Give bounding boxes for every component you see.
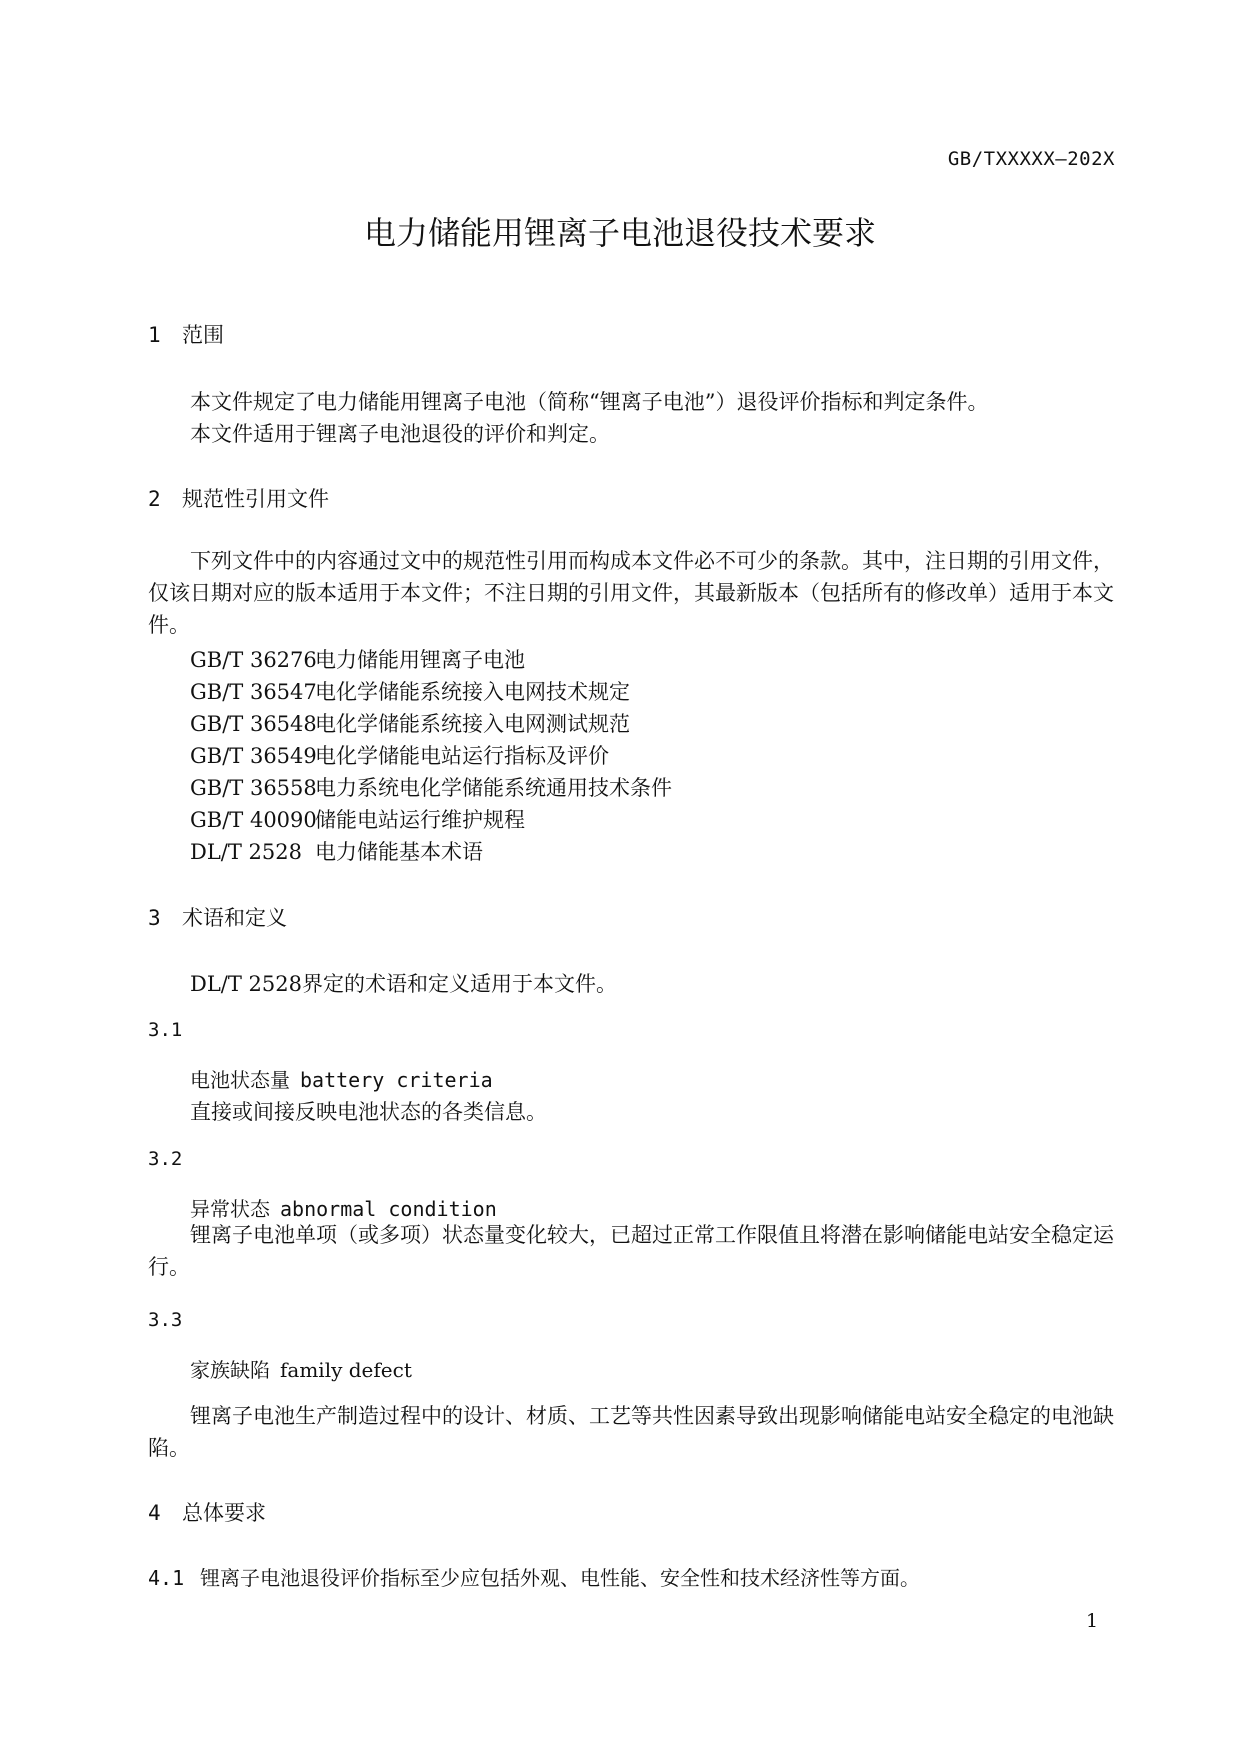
section-4-heading: 4 总体要求	[148, 1501, 266, 1525]
reference-item: GB/T 36558电力系统电化学储能系统通用技术条件	[190, 776, 672, 800]
section-2-intro: 下列文件中的内容通过文中的规范性引用而构成本文件必不可少的条款。其中，注日期的引用文件，仅该日期对应的版本适用于本文件；不注日期的引用文件，其最新版本（包括所有的修改单）适用于本文件。	[148, 549, 1114, 637]
term-definition: 直接或间接反映电池状态的各类信息。	[190, 1100, 547, 1124]
reference-item: GB/T 36276电力储能用锂离子电池	[190, 648, 525, 672]
term-definition: 锂离子电池生产制造过程中的设计、材质、工艺等共性因素导致出现影响储能电站安全稳定的电池缺陷。	[148, 1404, 1114, 1460]
term-heading: 电池状态量 battery criteria	[190, 1068, 493, 1092]
term-number: 3.3	[148, 1309, 183, 1331]
reference-item: GB/T 36548电化学储能系统接入电网测试规范	[190, 712, 630, 736]
section-1-paragraph-1: 本文件规定了电力储能用锂离子电池（简称“锂离子电池”）退役评价指标和判定条件。	[190, 390, 989, 414]
reference-item: DL/T 2528 电力储能基本术语	[190, 840, 483, 864]
term-definition: 锂离子电池单项（或多项）状态量变化较大，已超过正常工作限值且将潜在影响储能电站安全稳定运行。	[148, 1223, 1114, 1279]
term-heading: 异常状态 abnormal condition	[190, 1197, 497, 1221]
term-number: 3.1	[148, 1019, 183, 1041]
reference-item: GB/T 36547电化学储能系统接入电网技术规定	[190, 680, 630, 704]
section-1-heading: 1 范围	[148, 323, 224, 347]
section-1-paragraph-2: 本文件适用于锂离子电池退役的评价和判定。	[190, 422, 610, 446]
reference-item: GB/T 36549电化学储能电站运行指标及评价	[190, 744, 609, 768]
section-3-heading: 3 术语和定义	[148, 906, 287, 930]
section-2-heading: 2 规范性引用文件	[148, 487, 329, 511]
document-title: 电力储能用锂离子电池退役技术要求	[363, 214, 876, 252]
reference-item: GB/T 40090储能电站运行维护规程	[190, 808, 525, 832]
term-heading: 家族缺陷 family defect	[190, 1358, 412, 1382]
page-number: 1	[1086, 1610, 1099, 1632]
term-number: 3.2	[148, 1148, 183, 1170]
document-code: GB/TXXXXX—202X	[947, 148, 1115, 170]
requirement-item: 4.1 锂离子电池退役评价指标至少应包括外观、电性能、安全性和技术经济性等方面。	[148, 1566, 920, 1590]
section-3-intro: DL/T 2528界定的术语和定义适用于本文件。	[190, 972, 617, 996]
